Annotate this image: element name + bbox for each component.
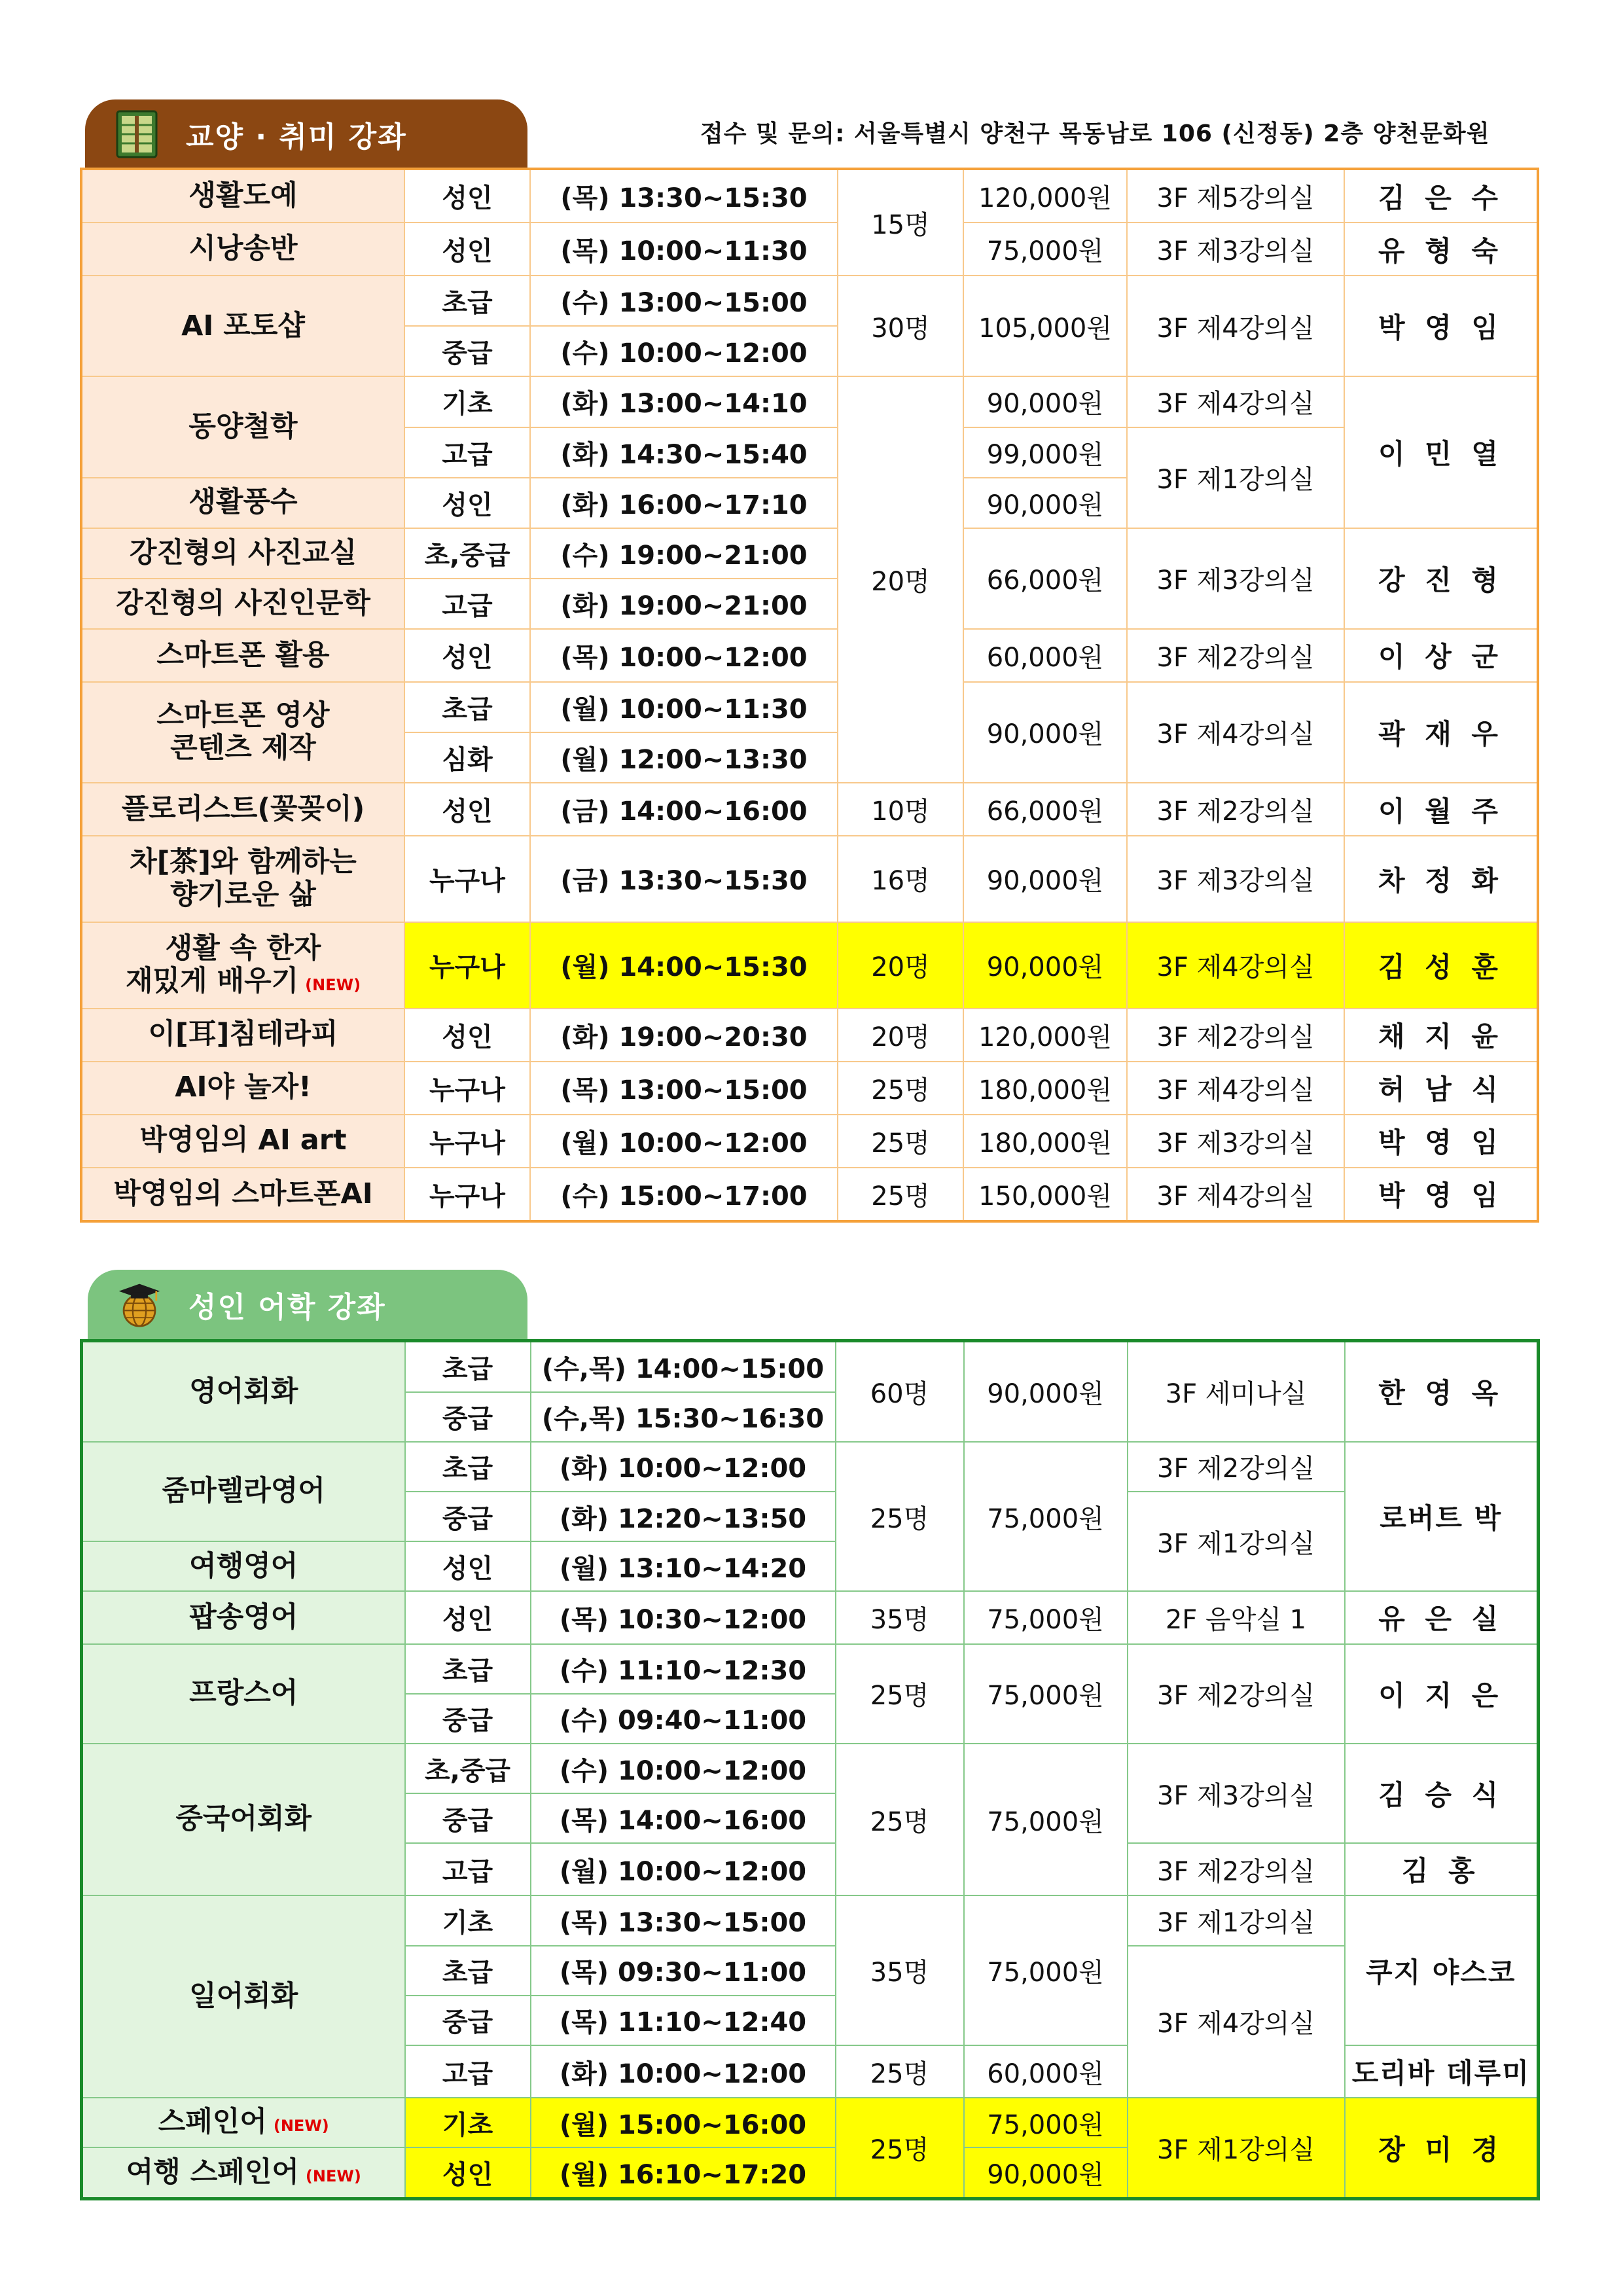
course-teacher: 김 승 식 xyxy=(1345,1744,1539,1843)
course-fee: 120,000원 xyxy=(963,169,1127,223)
course-time: (화) 19:00~20:30 xyxy=(530,1009,838,1062)
course-level: 초급 xyxy=(404,682,530,732)
course-name: 동양철학 xyxy=(81,376,404,477)
course-room: 3F 제4강의실 xyxy=(1127,1062,1344,1115)
course-teacher: 곽 재 우 xyxy=(1344,682,1538,783)
course-fee: 99,000원 xyxy=(963,427,1127,478)
course-capacity: 25명 xyxy=(836,1644,964,1744)
course-fee: 66,000원 xyxy=(963,783,1127,836)
course-level: 기초 xyxy=(404,376,530,427)
course-name-line1: 스마트폰 영상 xyxy=(156,699,330,732)
course-name: 줌마렐라영어 xyxy=(82,1442,405,1541)
course-time: (목) 10:30~12:00 xyxy=(531,1591,836,1643)
course-time: (수) 13:00~15:00 xyxy=(530,276,838,326)
course-name xyxy=(81,922,404,1009)
course-teacher: 박 영 임 xyxy=(1344,1168,1538,1221)
course-level: 중급 xyxy=(405,1492,531,1541)
course-teacher: 한 영 옥 xyxy=(1345,1341,1539,1442)
table-row xyxy=(81,783,1538,836)
course-room: 3F 제4강의실 xyxy=(1127,682,1344,783)
course-name: 프랑스어 xyxy=(82,1644,405,1744)
table-row xyxy=(82,1644,1539,1694)
course-fee: 120,000원 xyxy=(963,1009,1127,1062)
course-teacher: 박 영 임 xyxy=(1344,276,1538,376)
course-name: 스마트폰 활용 xyxy=(81,629,404,682)
course-capacity: 25명 xyxy=(838,1062,963,1115)
course-time: (월) 13:10~14:20 xyxy=(531,1541,836,1591)
course-teacher: 박 영 임 xyxy=(1344,1115,1538,1168)
course-teacher: 유 형 숙 xyxy=(1344,223,1538,276)
course-level: 고급 xyxy=(405,1843,531,1895)
course-fee: 90,000원 xyxy=(964,2147,1128,2198)
course-fee: 90,000원 xyxy=(964,1341,1128,1442)
table-row xyxy=(81,1168,1538,1221)
course-name: 박영임의 스마트폰AI xyxy=(81,1168,404,1221)
course-room: 2F 음악실 1 xyxy=(1128,1591,1345,1643)
graduation-globe-icon xyxy=(116,1278,162,1331)
course-capacity: 20명 xyxy=(838,376,963,783)
course-name: 강진형의 사진인문학 xyxy=(81,579,404,629)
course-room: 3F 제3강의실 xyxy=(1127,836,1344,922)
course-room: 3F 제4강의실 xyxy=(1127,1168,1344,1221)
course-time: (화) 19:00~21:00 xyxy=(530,579,838,629)
table-row xyxy=(82,1442,1539,1492)
course-name xyxy=(81,836,404,922)
course-time: (월) 16:10~17:20 xyxy=(531,2147,836,2198)
table-row xyxy=(82,1591,1539,1643)
course-teacher: 이 민 열 xyxy=(1344,376,1538,528)
course-time: (화) 16:00~17:10 xyxy=(530,478,838,528)
course-capacity: 60명 xyxy=(836,1341,964,1442)
course-level: 성인 xyxy=(405,2147,531,2198)
course-capacity: 35명 xyxy=(836,1591,964,1643)
course-level: 중급 xyxy=(405,1996,531,2045)
course-time: (월) 10:00~11:30 xyxy=(530,682,838,732)
course-time: (수) 11:10~12:30 xyxy=(531,1644,836,1694)
course-level: 중급 xyxy=(405,1392,531,1442)
course-level: 고급 xyxy=(404,427,530,478)
course-room: 3F 제4강의실 xyxy=(1127,276,1344,376)
section-title: 성인 어학 강좌 xyxy=(188,1291,386,1324)
course-name: 플로리스트(꽃꽂이) xyxy=(81,783,404,836)
course-fee: 90,000원 xyxy=(963,478,1127,528)
course-fee: 75,000원 xyxy=(964,1644,1128,1744)
course-level: 중급 xyxy=(405,1694,531,1744)
course-fee: 60,000원 xyxy=(964,2045,1128,2098)
course-fee: 180,000원 xyxy=(963,1062,1127,1115)
course-name: AI야 놀자! xyxy=(81,1062,404,1115)
course-name: 생활풍수 xyxy=(81,478,404,528)
course-room: 3F 제3강의실 xyxy=(1127,528,1344,629)
course-name-line1: 차[茶]와 함께하는 xyxy=(130,846,357,879)
course-time: (수,목) 14:00~15:00 xyxy=(531,1341,836,1392)
course-level: 초,중급 xyxy=(404,528,530,579)
course-time: (화) 10:00~12:00 xyxy=(531,1442,836,1492)
course-teacher: 김 홍 xyxy=(1345,1843,1539,1895)
course-time: (월) 14:00~15:30 xyxy=(530,922,838,1009)
course-name-line1: 생활 속 한자 xyxy=(165,932,321,965)
table-row xyxy=(82,1895,1539,1945)
course-capacity: 35명 xyxy=(836,1895,964,2045)
course-time: (목) 09:30~11:00 xyxy=(531,1946,836,1996)
course-name: 여행영어 xyxy=(82,1541,405,1591)
course-fee: 75,000원 xyxy=(964,2098,1128,2147)
course-capacity: 16명 xyxy=(838,836,963,922)
course-time: (월) 10:00~12:00 xyxy=(530,1115,838,1168)
course-time: (월) 10:00~12:00 xyxy=(531,1843,836,1895)
course-room: 3F 제2강의실 xyxy=(1128,1843,1345,1895)
course-level: 기초 xyxy=(405,2098,531,2147)
course-level: 고급 xyxy=(405,2045,531,2098)
course-capacity: 25명 xyxy=(838,1168,963,1221)
course-time: (화) 10:00~12:00 xyxy=(531,2045,836,2098)
course-capacity: 25명 xyxy=(838,1115,963,1168)
course-fee: 75,000원 xyxy=(964,1744,1128,1895)
course-name: AI 포토샵 xyxy=(81,276,404,376)
course-teacher: 김 은 수 xyxy=(1344,169,1538,223)
course-name: 일어회화 xyxy=(82,1895,405,2098)
section-tab-culture xyxy=(85,99,527,169)
course-time: (화) 14:30~15:40 xyxy=(530,427,838,478)
new-badge: (NEW) xyxy=(305,975,361,994)
course-room: 3F 세미나실 xyxy=(1128,1341,1345,1442)
course-fee: 90,000원 xyxy=(963,836,1127,922)
course-name xyxy=(82,2098,405,2147)
course-teacher: 이 월 주 xyxy=(1344,783,1538,836)
course-room: 3F 제2강의실 xyxy=(1127,629,1344,682)
course-level: 성인 xyxy=(404,1009,530,1062)
course-capacity: 20명 xyxy=(838,1009,963,1062)
course-capacity: 30명 xyxy=(838,276,963,376)
course-fee: 75,000원 xyxy=(964,1591,1128,1643)
course-level: 누구나 xyxy=(404,922,530,1009)
course-time: (수) 15:00~17:00 xyxy=(530,1168,838,1221)
course-room: 3F 제2강의실 xyxy=(1127,1009,1344,1062)
course-fee: 75,000원 xyxy=(963,223,1127,276)
course-room: 3F 제4강의실 xyxy=(1127,376,1344,427)
course-teacher: 장 미 경 xyxy=(1345,2098,1539,2198)
course-time: (월) 15:00~16:00 xyxy=(531,2098,836,2147)
course-level: 누구나 xyxy=(404,1062,530,1115)
course-name: 영어회화 xyxy=(82,1341,405,1442)
course-fee: 90,000원 xyxy=(963,922,1127,1009)
course-fee: 66,000원 xyxy=(963,528,1127,629)
course-level: 성인 xyxy=(405,1541,531,1591)
course-time: (수) 19:00~21:00 xyxy=(530,528,838,579)
course-level: 초급 xyxy=(405,1644,531,1694)
course-fee: 180,000원 xyxy=(963,1115,1127,1168)
course-name-line2: 향기로운 삶 xyxy=(170,878,316,911)
course-time: (목) 13:00~15:00 xyxy=(530,1062,838,1115)
table-row xyxy=(82,1744,1539,1793)
section-title: 교양 · 취미 강좌 xyxy=(186,120,407,154)
table-row-highlighted xyxy=(81,922,1538,1009)
table-row xyxy=(82,1341,1539,1392)
course-name-text: 스페인어 xyxy=(158,2106,267,2139)
course-level: 성인 xyxy=(404,223,530,276)
course-fee: 90,000원 xyxy=(963,376,1127,427)
course-level: 초급 xyxy=(404,276,530,326)
course-level: 기초 xyxy=(405,1895,531,1945)
course-level: 누구나 xyxy=(404,836,530,922)
course-time: (목) 10:00~11:30 xyxy=(530,223,838,276)
course-time: (목) 13:30~15:30 xyxy=(530,169,838,223)
course-time: (목) 10:00~12:00 xyxy=(530,629,838,682)
course-capacity: 25명 xyxy=(836,2045,964,2098)
new-badge: (NEW) xyxy=(305,2166,361,2185)
course-fee: 90,000원 xyxy=(963,682,1127,783)
course-name-line2: 재밌게 배우기 xyxy=(125,964,299,997)
course-teacher: 김 성 훈 xyxy=(1344,922,1538,1009)
course-name: 생활도예 xyxy=(81,169,404,223)
table-row-highlighted xyxy=(82,2098,1539,2147)
course-fee: 105,000원 xyxy=(963,276,1127,376)
course-name-line2: 콘텐츠 제작 xyxy=(170,731,316,764)
course-time: (수) 09:40~11:00 xyxy=(531,1694,836,1744)
course-time: (목) 14:00~16:00 xyxy=(531,1793,836,1843)
course-name: 이[耳]침테라피 xyxy=(81,1009,404,1062)
course-time: (수) 10:00~12:00 xyxy=(531,1744,836,1793)
course-time: (목) 11:10~12:40 xyxy=(531,1996,836,2045)
course-capacity: 15명 xyxy=(838,169,963,276)
course-room: 3F 제1강의실 xyxy=(1128,1492,1345,1591)
course-name: 강진형의 사진교실 xyxy=(81,528,404,579)
course-level: 누구나 xyxy=(404,1115,530,1168)
course-level: 중급 xyxy=(404,326,530,376)
course-level: 초급 xyxy=(405,1442,531,1492)
book-shelf-icon xyxy=(114,108,160,160)
course-room: 3F 제5강의실 xyxy=(1127,169,1344,223)
course-fee: 60,000원 xyxy=(963,629,1127,682)
course-level: 성인 xyxy=(404,629,530,682)
course-teacher: 이 상 군 xyxy=(1344,629,1538,682)
course-room: 3F 제1강의실 xyxy=(1127,427,1344,528)
course-teacher: 로버트 박 xyxy=(1345,1442,1539,1592)
course-room: 3F 제4강의실 xyxy=(1128,1946,1345,2098)
course-room: 3F 제1강의실 xyxy=(1128,2098,1345,2198)
table-row xyxy=(81,1009,1538,1062)
course-teacher: 채 지 윤 xyxy=(1344,1009,1538,1062)
course-name: 박영임의 AI art xyxy=(81,1115,404,1168)
course-capacity: 25명 xyxy=(836,2098,964,2198)
course-name: 시낭송반 xyxy=(81,223,404,276)
course-teacher: 강 진 형 xyxy=(1344,528,1538,629)
course-name: 팝송영어 xyxy=(82,1591,405,1643)
course-fee: 75,000원 xyxy=(964,1895,1128,2045)
course-time: (금) 14:00~16:00 xyxy=(530,783,838,836)
language-course-table xyxy=(80,1339,1540,2200)
course-teacher: 허 남 식 xyxy=(1344,1062,1538,1115)
course-name-text: 여행 스페인어 xyxy=(126,2155,299,2189)
table-row xyxy=(81,836,1538,922)
course-level: 고급 xyxy=(404,579,530,629)
course-name: 중국어회화 xyxy=(82,1744,405,1895)
course-time: (월) 12:00~13:30 xyxy=(530,732,838,783)
course-level: 중급 xyxy=(405,1793,531,1843)
course-level: 누구나 xyxy=(404,1168,530,1221)
course-level: 성인 xyxy=(404,783,530,836)
course-capacity: 10명 xyxy=(838,783,963,836)
course-room: 3F 제3강의실 xyxy=(1127,223,1344,276)
table-row xyxy=(81,528,1538,579)
course-room: 3F 제2강의실 xyxy=(1128,1442,1345,1492)
course-room: 3F 제3강의실 xyxy=(1127,1115,1344,1168)
course-teacher: 유 은 실 xyxy=(1345,1591,1539,1643)
course-level: 성인 xyxy=(404,478,530,528)
course-room: 3F 제4강의실 xyxy=(1127,922,1344,1009)
course-name xyxy=(81,682,404,783)
course-teacher: 쿠지 야스코 xyxy=(1345,1895,1539,2045)
table-row xyxy=(81,629,1538,682)
table-row xyxy=(81,169,1538,223)
course-room: 3F 제1강의실 xyxy=(1128,1895,1345,1945)
table-row xyxy=(81,1062,1538,1115)
course-room: 3F 제2강의실 xyxy=(1128,1644,1345,1744)
contact-info: 접수 및 문의: 서울특별시 양천구 목동남로 106 (신정동) 2층 양천문화원 xyxy=(700,120,1490,147)
course-capacity: 25명 xyxy=(836,1744,964,1895)
course-room: 3F 제2강의실 xyxy=(1127,783,1344,836)
course-time: (화) 12:20~13:50 xyxy=(531,1492,836,1541)
course-time: (목) 13:30~15:00 xyxy=(531,1895,836,1945)
table-row xyxy=(81,223,1538,276)
course-teacher: 차 정 화 xyxy=(1344,836,1538,922)
course-fee: 75,000원 xyxy=(964,1442,1128,1592)
course-level: 초급 xyxy=(405,1341,531,1392)
table-row xyxy=(81,1115,1538,1168)
course-time: (금) 13:30~15:30 xyxy=(530,836,838,922)
course-fee: 150,000원 xyxy=(963,1168,1127,1221)
culture-course-table xyxy=(80,168,1539,1223)
table-row xyxy=(81,682,1538,732)
course-level: 성인 xyxy=(405,1591,531,1643)
course-capacity: 20명 xyxy=(838,922,963,1009)
course-room: 3F 제3강의실 xyxy=(1128,1744,1345,1843)
course-time: (화) 13:00~14:10 xyxy=(530,376,838,427)
course-time: (수) 10:00~12:00 xyxy=(530,326,838,376)
course-teacher: 이 지 은 xyxy=(1345,1644,1539,1744)
course-name xyxy=(82,2147,405,2198)
course-capacity: 25명 xyxy=(836,1442,964,1592)
course-level: 초,중급 xyxy=(405,1744,531,1793)
course-level: 심화 xyxy=(404,732,530,783)
table-row xyxy=(81,376,1538,427)
course-time: (수,목) 15:30~16:30 xyxy=(531,1392,836,1442)
new-badge: (NEW) xyxy=(273,2117,329,2136)
course-teacher: 도리바 데루미 xyxy=(1345,2045,1539,2098)
table-row xyxy=(81,276,1538,326)
course-level: 성인 xyxy=(404,169,530,223)
section-tab-language xyxy=(88,1270,527,1339)
course-level: 초급 xyxy=(405,1946,531,1996)
